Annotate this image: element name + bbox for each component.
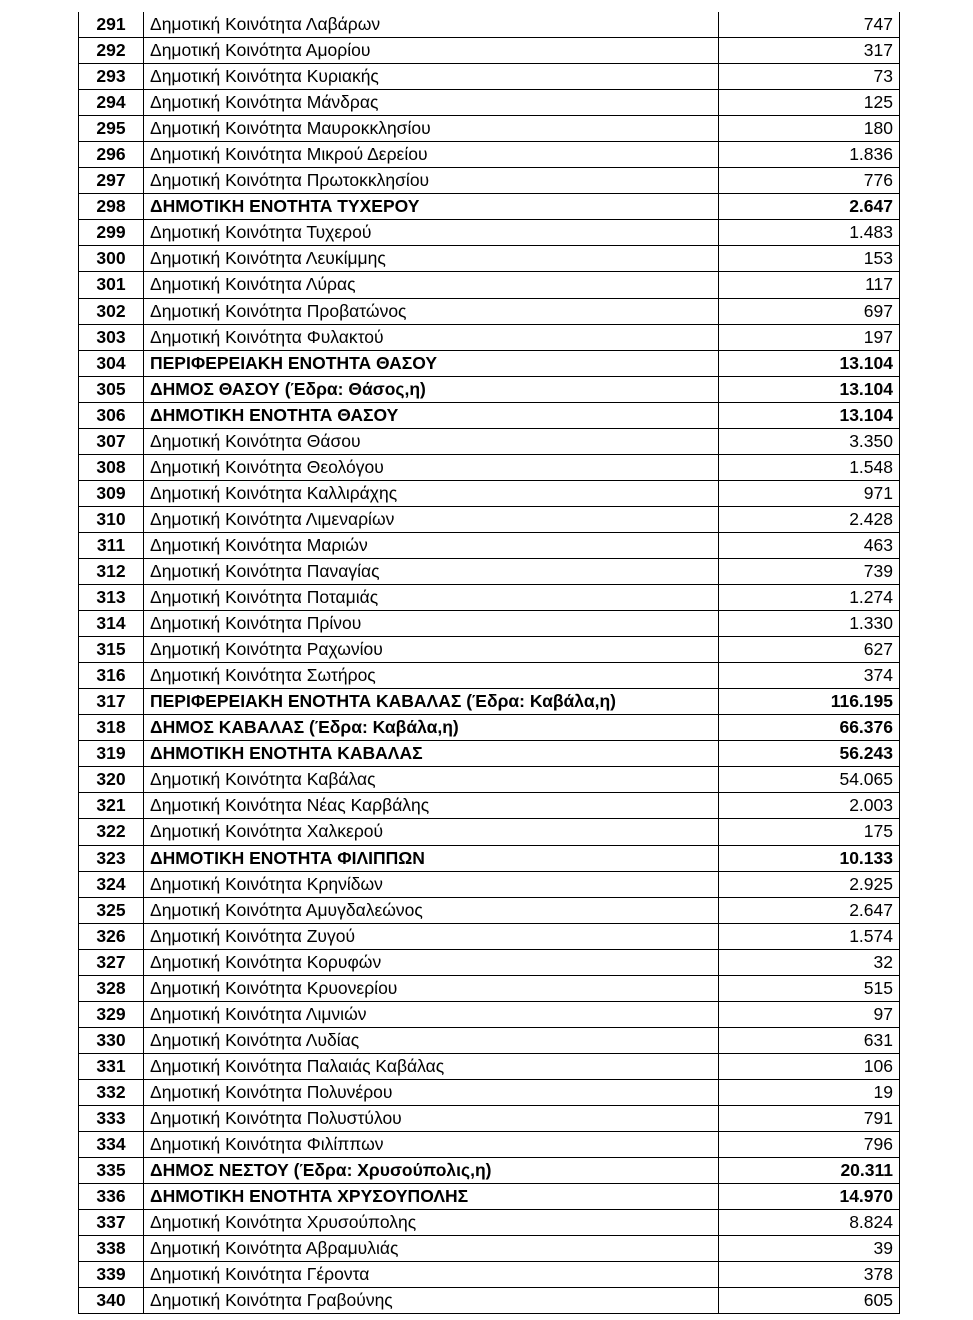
row-number-cell: 337 xyxy=(79,1210,144,1236)
row-number-cell: 316 xyxy=(79,663,144,689)
community-name-cell: Δημοτική Κοινότητα Μαριών xyxy=(144,532,719,558)
community-name-cell: Δημοτική Κοινότητα Φιλίππων xyxy=(144,1132,719,1158)
row-number-cell: 311 xyxy=(79,532,144,558)
row-number-cell: 333 xyxy=(79,1105,144,1131)
community-name-cell: Δημοτική Κοινότητα Αμορίου xyxy=(144,38,719,64)
community-name-cell: Δημοτική Κοινότητα Λιμεναρίων xyxy=(144,506,719,532)
population-value-cell: 116.195 xyxy=(719,689,900,715)
table-row xyxy=(79,975,900,1001)
table-row xyxy=(79,1288,900,1314)
community-name-cell: Δημοτική Κοινότητα Γέροντα xyxy=(144,1262,719,1288)
community-name-cell: Δημοτική Κοινότητα Λυδίας xyxy=(144,1027,719,1053)
row-number-cell: 321 xyxy=(79,793,144,819)
population-value-cell: 3.350 xyxy=(719,428,900,454)
population-value-cell: 197 xyxy=(719,324,900,350)
community-name-cell: Δημοτική Κοινότητα Πολυστύλου xyxy=(144,1105,719,1131)
population-value-cell: 19 xyxy=(719,1079,900,1105)
population-value-cell: 13.104 xyxy=(719,350,900,376)
community-name-cell: Δημοτική Κοινότητα Μαυροκκλησίου xyxy=(144,116,719,142)
community-name-cell: Δημοτική Κοινότητα Γραβούνης xyxy=(144,1288,719,1314)
population-value-cell: 13.104 xyxy=(719,376,900,402)
population-value-cell: 463 xyxy=(719,532,900,558)
community-name-cell: Δημοτική Κοινότητα Ζυγού xyxy=(144,923,719,949)
community-name-cell: Δημοτική Κοινότητα Αμυγδαλεώνος xyxy=(144,897,719,923)
row-number-cell: 299 xyxy=(79,220,144,246)
community-name-cell: Δημοτική Κοινότητα Κρηνίδων xyxy=(144,871,719,897)
row-number-cell: 296 xyxy=(79,142,144,168)
row-number-cell: 297 xyxy=(79,168,144,194)
community-name-cell: Δημοτική Κοινότητα Ραχωνίου xyxy=(144,637,719,663)
row-number-cell: 340 xyxy=(79,1288,144,1314)
table-row xyxy=(79,1262,900,1288)
row-number-cell: 313 xyxy=(79,585,144,611)
row-number-cell: 298 xyxy=(79,194,144,220)
table-row xyxy=(79,1001,900,1027)
row-number-cell: 319 xyxy=(79,741,144,767)
table-row xyxy=(79,246,900,272)
community-name-cell: ΠΕΡΙΦΕΡΕΙΑΚΗ ΕΝΟΤΗΤΑ ΚΑΒΑΛΑΣ (Έδρα: Καβάλα,η) xyxy=(144,689,719,715)
row-number-cell: 308 xyxy=(79,454,144,480)
community-name-cell: Δημοτική Κοινότητα Μάνδρας xyxy=(144,90,719,116)
row-number-cell: 330 xyxy=(79,1027,144,1053)
community-name-cell: Δημοτική Κοινότητα Αβραμυλιάς xyxy=(144,1236,719,1262)
community-name-cell: Δημοτική Κοινότητα Φυλακτού xyxy=(144,324,719,350)
table-row xyxy=(79,506,900,532)
table-row xyxy=(79,12,900,38)
population-value-cell: 378 xyxy=(719,1262,900,1288)
row-number-cell: 314 xyxy=(79,611,144,637)
row-number-cell: 320 xyxy=(79,767,144,793)
population-value-cell: 2.647 xyxy=(719,194,900,220)
population-value-cell: 605 xyxy=(719,1288,900,1314)
table-row xyxy=(79,715,900,741)
community-name-cell: Δημοτική Κοινότητα Λιμνιών xyxy=(144,1001,719,1027)
population-value-cell: 10.133 xyxy=(719,845,900,871)
table-row xyxy=(79,376,900,402)
table-row xyxy=(79,871,900,897)
community-name-cell: Δημοτική Κοινότητα Παναγίας xyxy=(144,558,719,584)
community-name-cell: Δημοτική Κοινότητα Σωτήρος xyxy=(144,663,719,689)
population-value-cell: 1.574 xyxy=(719,923,900,949)
row-number-cell: 324 xyxy=(79,871,144,897)
table-row xyxy=(79,532,900,558)
table-row xyxy=(79,1053,900,1079)
community-name-cell: Δημοτική Κοινότητα Καβάλας xyxy=(144,767,719,793)
population-value-cell: 1.836 xyxy=(719,142,900,168)
table-row xyxy=(79,819,900,845)
population-value-cell: 374 xyxy=(719,663,900,689)
community-name-cell: ΔΗΜΟΤΙΚΗ ΕΝΟΤΗΤΑ ΧΡΥΣΟΥΠΟΛΗΣ xyxy=(144,1184,719,1210)
table-row xyxy=(79,1210,900,1236)
table-row xyxy=(79,194,900,220)
table-row xyxy=(79,142,900,168)
table-row xyxy=(79,741,900,767)
table-row xyxy=(79,663,900,689)
table-body xyxy=(79,12,900,1314)
table-row xyxy=(79,350,900,376)
population-value-cell: 697 xyxy=(719,298,900,324)
row-number-cell: 318 xyxy=(79,715,144,741)
population-value-cell: 2.003 xyxy=(719,793,900,819)
community-name-cell: Δημοτική Κοινότητα Λευκίμμης xyxy=(144,246,719,272)
row-number-cell: 329 xyxy=(79,1001,144,1027)
community-name-cell: ΔΗΜΟΤΙΚΗ ΕΝΟΤΗΤΑ ΚΑΒΑΛΑΣ xyxy=(144,741,719,767)
row-number-cell: 293 xyxy=(79,64,144,90)
population-value-cell: 2.428 xyxy=(719,506,900,532)
table-row xyxy=(79,64,900,90)
population-value-cell: 1.548 xyxy=(719,454,900,480)
population-value-cell: 627 xyxy=(719,637,900,663)
population-value-cell: 125 xyxy=(719,90,900,116)
population-table xyxy=(78,12,900,1314)
table-row xyxy=(79,845,900,871)
population-value-cell: 56.243 xyxy=(719,741,900,767)
row-number-cell: 310 xyxy=(79,506,144,532)
row-number-cell: 303 xyxy=(79,324,144,350)
row-number-cell: 327 xyxy=(79,949,144,975)
row-number-cell: 323 xyxy=(79,845,144,871)
row-number-cell: 338 xyxy=(79,1236,144,1262)
row-number-cell: 312 xyxy=(79,558,144,584)
population-value-cell: 1.483 xyxy=(719,220,900,246)
community-name-cell: Δημοτική Κοινότητα Πρωτοκκλησίου xyxy=(144,168,719,194)
table-row xyxy=(79,767,900,793)
population-value-cell: 54.065 xyxy=(719,767,900,793)
population-value-cell: 180 xyxy=(719,116,900,142)
population-value-cell: 747 xyxy=(719,12,900,38)
population-value-cell: 776 xyxy=(719,168,900,194)
community-name-cell: Δημοτική Κοινότητα Νέας Καρβάλης xyxy=(144,793,719,819)
table-row xyxy=(79,1105,900,1131)
population-value-cell: 117 xyxy=(719,272,900,298)
population-value-cell: 2.925 xyxy=(719,871,900,897)
population-value-cell: 317 xyxy=(719,38,900,64)
table-row xyxy=(79,637,900,663)
community-name-cell: Δημοτική Κοινότητα Λαβάρων xyxy=(144,12,719,38)
table-row xyxy=(79,324,900,350)
population-value-cell: 153 xyxy=(719,246,900,272)
table-row xyxy=(79,168,900,194)
table-row xyxy=(79,38,900,64)
row-number-cell: 326 xyxy=(79,923,144,949)
row-number-cell: 331 xyxy=(79,1053,144,1079)
table-row xyxy=(79,585,900,611)
population-value-cell: 32 xyxy=(719,949,900,975)
community-name-cell: Δημοτική Κοινότητα Ποταμιάς xyxy=(144,585,719,611)
table-row xyxy=(79,1027,900,1053)
community-name-cell: Δημοτική Κοινότητα Κρυονερίου xyxy=(144,975,719,1001)
row-number-cell: 292 xyxy=(79,38,144,64)
community-name-cell: Δημοτική Κοινότητα Παλαιάς Καβάλας xyxy=(144,1053,719,1079)
community-name-cell: ΔΗΜΟΣ ΘΑΣΟΥ (Έδρα: Θάσος,η) xyxy=(144,376,719,402)
table-row xyxy=(79,90,900,116)
population-value-cell: 73 xyxy=(719,64,900,90)
row-number-cell: 302 xyxy=(79,298,144,324)
table-row xyxy=(79,1184,900,1210)
row-number-cell: 307 xyxy=(79,428,144,454)
row-number-cell: 309 xyxy=(79,480,144,506)
row-number-cell: 301 xyxy=(79,272,144,298)
row-number-cell: 295 xyxy=(79,116,144,142)
table-row xyxy=(79,1236,900,1262)
community-name-cell: Δημοτική Κοινότητα Λύρας xyxy=(144,272,719,298)
table-row xyxy=(79,272,900,298)
table-row xyxy=(79,480,900,506)
population-value-cell: 39 xyxy=(719,1236,900,1262)
table-row xyxy=(79,298,900,324)
population-value-cell: 106 xyxy=(719,1053,900,1079)
population-value-cell: 2.647 xyxy=(719,897,900,923)
population-value-cell: 66.376 xyxy=(719,715,900,741)
community-name-cell: Δημοτική Κοινότητα Κυριακής xyxy=(144,64,719,90)
community-name-cell: Δημοτική Κοινότητα Θάσου xyxy=(144,428,719,454)
population-value-cell: 20.311 xyxy=(719,1158,900,1184)
table-row xyxy=(79,923,900,949)
community-name-cell: Δημοτική Κοινότητα Κορυφών xyxy=(144,949,719,975)
population-value-cell: 1.330 xyxy=(719,611,900,637)
row-number-cell: 328 xyxy=(79,975,144,1001)
community-name-cell: Δημοτική Κοινότητα Χρυσούπολης xyxy=(144,1210,719,1236)
row-number-cell: 339 xyxy=(79,1262,144,1288)
population-value-cell: 1.274 xyxy=(719,585,900,611)
population-value-cell: 631 xyxy=(719,1027,900,1053)
community-name-cell: Δημοτική Κοινότητα Χαλκερού xyxy=(144,819,719,845)
table-row xyxy=(79,793,900,819)
population-value-cell: 14.970 xyxy=(719,1184,900,1210)
table-row xyxy=(79,1132,900,1158)
population-value-cell: 175 xyxy=(719,819,900,845)
table-row xyxy=(79,949,900,975)
community-name-cell: Δημοτική Κοινότητα Καλλιράχης xyxy=(144,480,719,506)
table-row xyxy=(79,402,900,428)
table-row xyxy=(79,1158,900,1184)
table-row xyxy=(79,220,900,246)
community-name-cell: Δημοτική Κοινότητα Μικρού Δερείου xyxy=(144,142,719,168)
row-number-cell: 315 xyxy=(79,637,144,663)
row-number-cell: 334 xyxy=(79,1132,144,1158)
community-name-cell: Δημοτική Κοινότητα Πολυνέρου xyxy=(144,1079,719,1105)
row-number-cell: 335 xyxy=(79,1158,144,1184)
community-name-cell: ΠΕΡΙΦΕΡΕΙΑΚΗ ΕΝΟΤΗΤΑ ΘΑΣΟΥ xyxy=(144,350,719,376)
table-row xyxy=(79,897,900,923)
population-value-cell: 791 xyxy=(719,1105,900,1131)
population-value-cell: 13.104 xyxy=(719,402,900,428)
community-name-cell: ΔΗΜΟΣ ΝΕΣΤΟΥ (Έδρα: Χρυσούπολις,η) xyxy=(144,1158,719,1184)
table-row xyxy=(79,428,900,454)
community-name-cell: Δημοτική Κοινότητα Θεολόγου xyxy=(144,454,719,480)
row-number-cell: 294 xyxy=(79,90,144,116)
population-value-cell: 97 xyxy=(719,1001,900,1027)
row-number-cell: 306 xyxy=(79,402,144,428)
row-number-cell: 336 xyxy=(79,1184,144,1210)
row-number-cell: 317 xyxy=(79,689,144,715)
row-number-cell: 300 xyxy=(79,246,144,272)
population-value-cell: 515 xyxy=(719,975,900,1001)
table-row xyxy=(79,611,900,637)
table-row xyxy=(79,454,900,480)
table-row xyxy=(79,558,900,584)
population-value-cell: 971 xyxy=(719,480,900,506)
community-name-cell: Δημοτική Κοινότητα Τυχερού xyxy=(144,220,719,246)
row-number-cell: 332 xyxy=(79,1079,144,1105)
row-number-cell: 304 xyxy=(79,350,144,376)
table-row xyxy=(79,1079,900,1105)
community-name-cell: ΔΗΜΟΣ ΚΑΒΑΛΑΣ (Έδρα: Καβάλα,η) xyxy=(144,715,719,741)
community-name-cell: ΔΗΜΟΤΙΚΗ ΕΝΟΤΗΤΑ ΤΥΧΕΡΟΥ xyxy=(144,194,719,220)
community-name-cell: Δημοτική Κοινότητα Προβατώνος xyxy=(144,298,719,324)
community-name-cell: ΔΗΜΟΤΙΚΗ ΕΝΟΤΗΤΑ ΘΑΣΟΥ xyxy=(144,402,719,428)
row-number-cell: 305 xyxy=(79,376,144,402)
community-name-cell: Δημοτική Κοινότητα Πρίνου xyxy=(144,611,719,637)
population-value-cell: 796 xyxy=(719,1132,900,1158)
table-row xyxy=(79,689,900,715)
row-number-cell: 291 xyxy=(79,12,144,38)
table-row xyxy=(79,116,900,142)
row-number-cell: 325 xyxy=(79,897,144,923)
row-number-cell: 322 xyxy=(79,819,144,845)
population-value-cell: 8.824 xyxy=(719,1210,900,1236)
population-value-cell: 739 xyxy=(719,558,900,584)
community-name-cell: ΔΗΜΟΤΙΚΗ ΕΝΟΤΗΤΑ ΦΙΛΙΠΠΩΝ xyxy=(144,845,719,871)
